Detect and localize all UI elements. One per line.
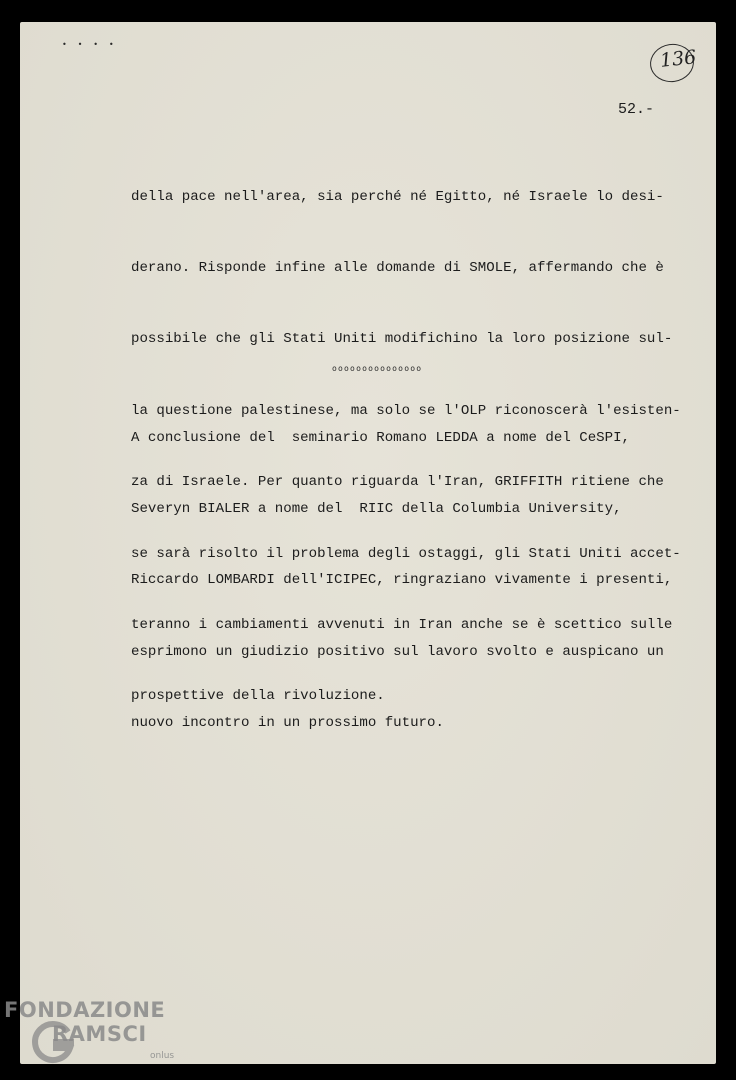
text-line: Riccardo LOMBARDI dell'ICIPEC, ringraziano vivamente i presenti, (131, 572, 673, 589)
text-line: della pace nell'area, sia perché né Egitto, né Israele lo desi- (131, 188, 664, 205)
text-line: teranno i cambiamenti avvenuti in Iran anche se è scettico sulle (131, 616, 673, 633)
page-number: 52.- (618, 101, 655, 118)
watermark-line-1: FONDAZIONE (4, 998, 166, 1022)
fondazione-gramsci-watermark (4, 998, 194, 1078)
section-separator: ooooooooooooooo (332, 364, 423, 373)
watermark-suffix: onlus (150, 1051, 175, 1061)
archive-stamp-number: 136 (658, 46, 698, 72)
text-line: la questione palestinese, ma solo se l'OLP riconoscerà l'esisten- (131, 402, 681, 419)
text-line: derano. Risponde infine alle domande di SMOLE, affermando che è (131, 259, 664, 276)
text-line: A conclusione del seminario Romano LEDDA a nome del CeSPI, (131, 429, 630, 446)
text-line: prospettive della rivoluzione. (131, 688, 385, 705)
text-line: za di Israele. Per quanto riguarda l'Iran, GRIFFITH ritiene che (131, 474, 664, 491)
watermark-line-2: RAMSCI (52, 1022, 147, 1046)
text-line: esprimono un giudizio positivo sul lavoro svolto e auspicano un (131, 643, 664, 660)
text-line: se sarà risolto il problema degli ostaggi, gli Stati Uniti accet- (131, 545, 681, 562)
paragraph-2 (131, 379, 672, 784)
text-line: nuovo incontro in un prossimo futuro. (131, 715, 444, 732)
punch-marks: • • • • (62, 40, 117, 49)
text-line: Severyn BIALER a nome del RIIC della Columbia University, (131, 500, 622, 517)
text-line: possibile che gli Stati Uniti modifichino la loro posizione sul- (131, 331, 673, 348)
